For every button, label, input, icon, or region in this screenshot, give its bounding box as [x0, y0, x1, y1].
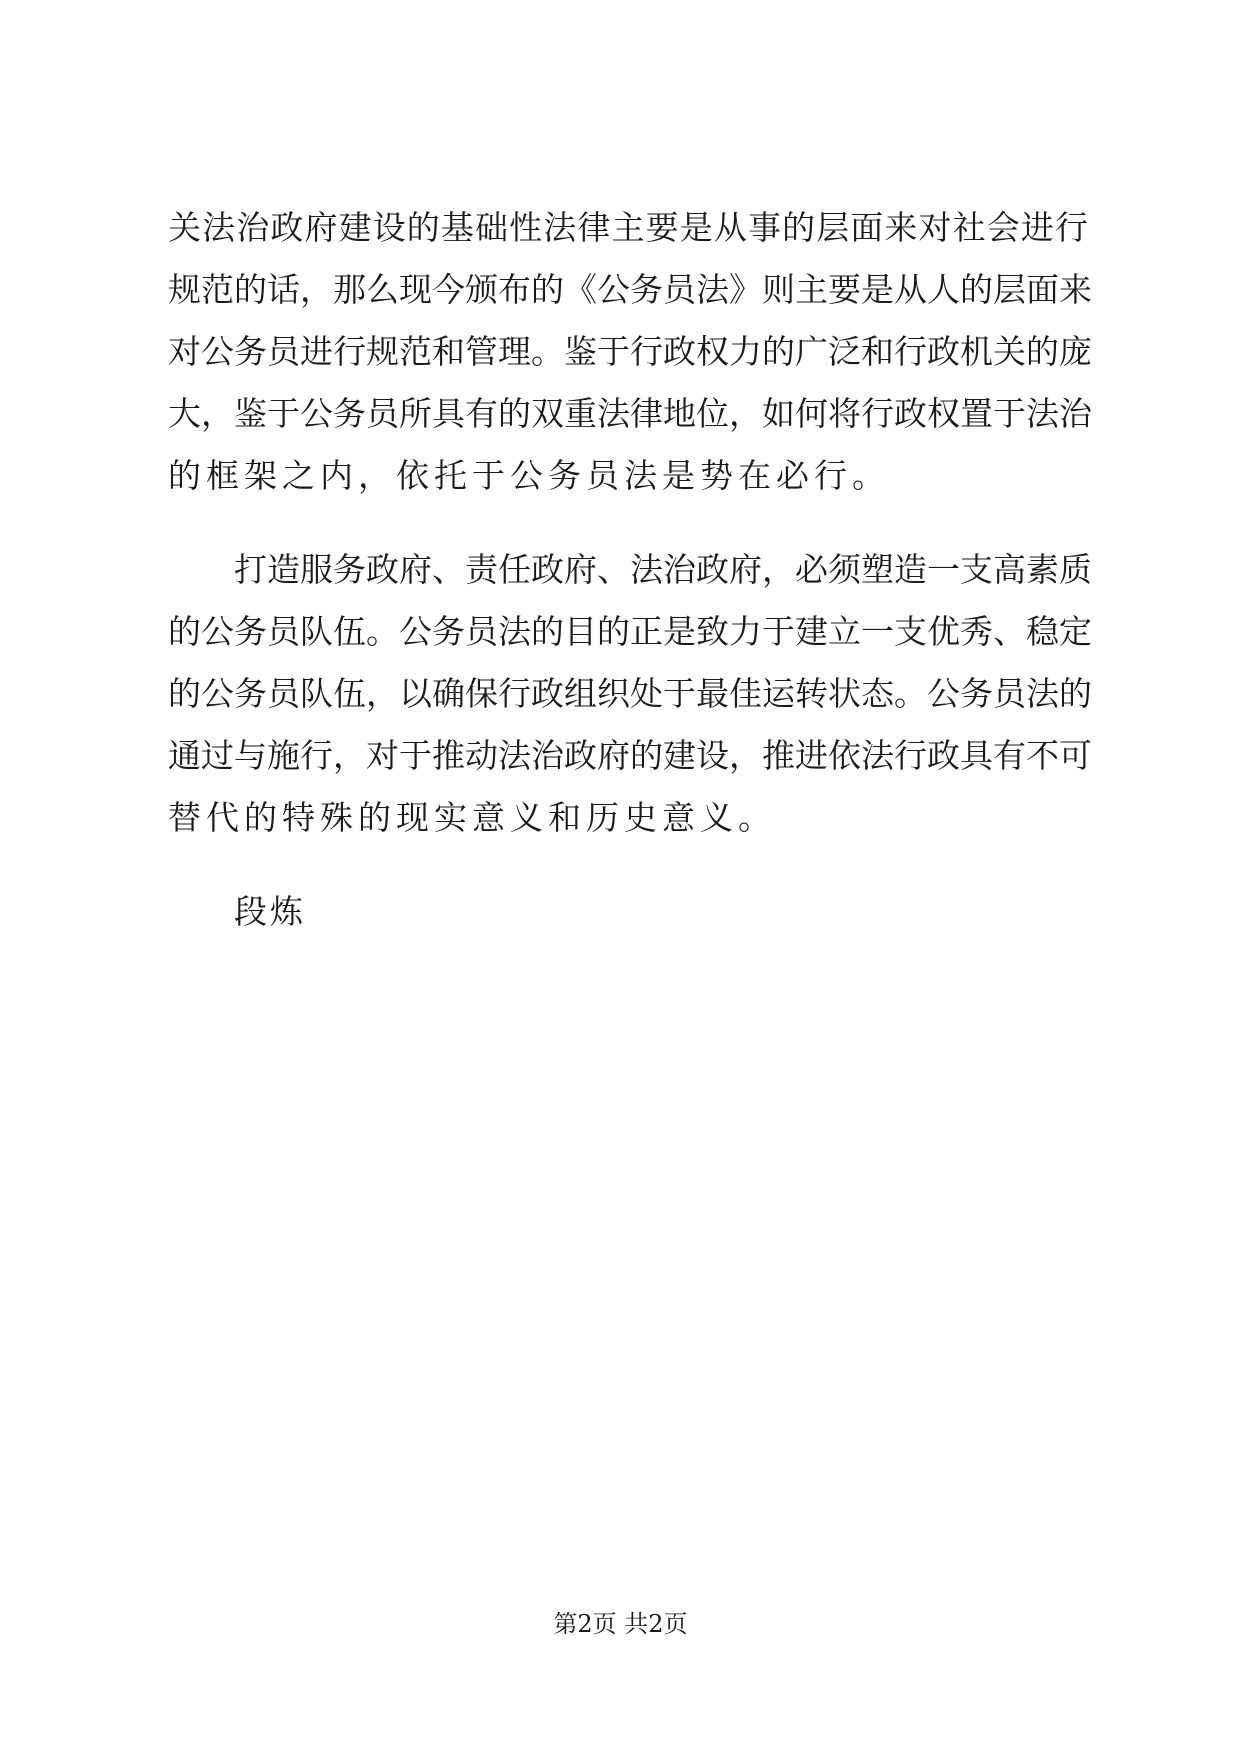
paragraph-2-line-2: 的公务员队伍。公务员法的目的正是致力于建立一支优秀、稳定	[168, 612, 1092, 651]
paragraph-2-line-5: 替代的特殊的现实意义和历史意义。	[168, 798, 776, 837]
paragraph-2-line-1: 打造服务政府、责任政府、法治政府，必须塑造一支高素质	[234, 550, 1092, 589]
paragraph-2-line-4: 通过与施行，对于推动法治政府的建设，推进依法行政具有不可	[168, 736, 1092, 775]
author-signature: 段炼	[234, 892, 306, 931]
paragraph-1-line-2: 规范的话，那么现今颁布的《公务员法》则主要是从人的层面来	[168, 270, 1092, 309]
paragraph-1-line-4: 大，鉴于公务员所具有的双重法律地位，如何将行政权置于法治	[168, 394, 1092, 433]
paragraph-1-line-5: 的框架之内，依托于公务员法是势在必行。	[168, 456, 890, 495]
paragraph-1-line-1: 关法治政府建设的基础性法律主要是从事的层面来对社会进行	[168, 208, 1088, 247]
paragraph-1-line-3: 对公务员进行规范和管理。鉴于行政权力的广泛和行政机关的庞	[168, 332, 1092, 371]
page-footer: 第2页 共2页	[553, 1610, 688, 1638]
paragraph-2-line-3: 的公务员队伍，以确保行政组织处于最佳运转状态。公务员法的	[168, 674, 1092, 713]
